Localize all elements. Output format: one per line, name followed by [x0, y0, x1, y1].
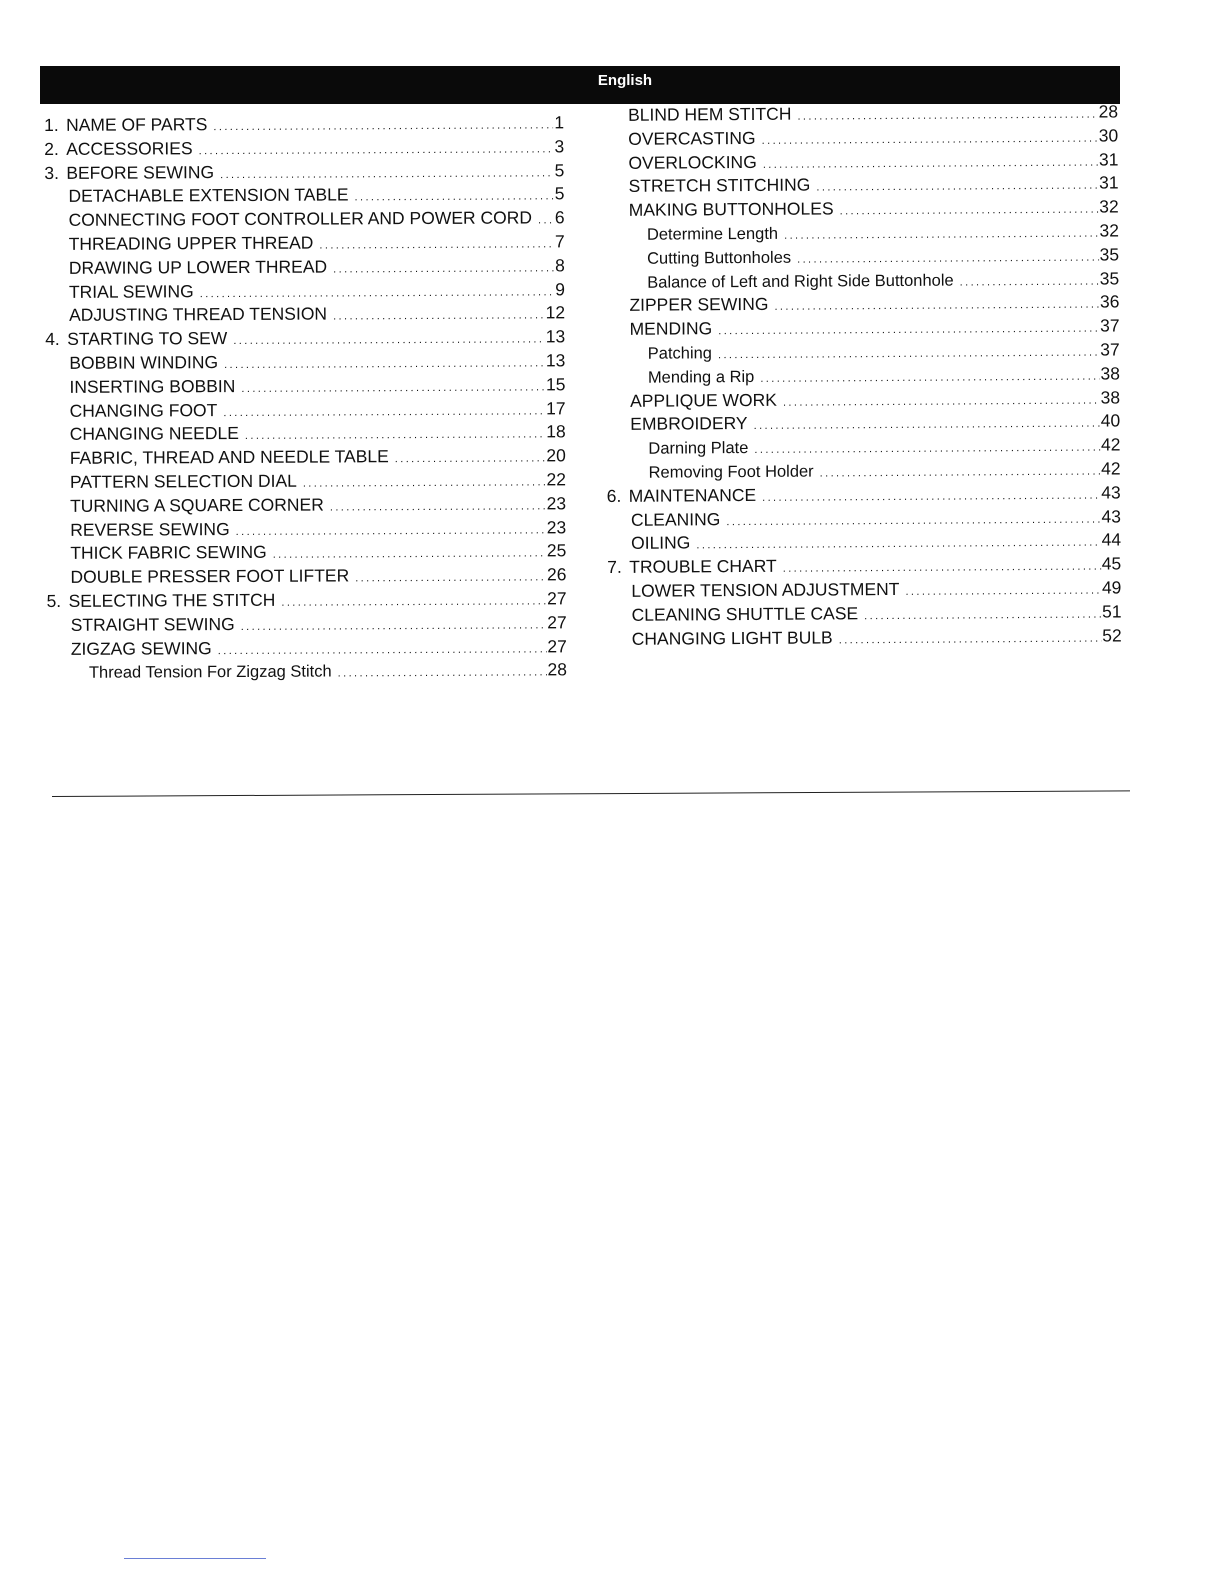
- toc-entry[interactable]: [45, 303, 565, 330]
- toc-entry-page: 15: [545, 374, 566, 395]
- dot-leader: [395, 453, 546, 466]
- toc-entry-title-text: STARTING TO SEW: [67, 328, 228, 350]
- toc-entry[interactable]: [47, 660, 567, 687]
- toc-entry-page: 42: [1101, 458, 1121, 479]
- toc-entry-title: [46, 494, 324, 516]
- toc-entry[interactable]: [605, 316, 1119, 343]
- dot-leader: [839, 632, 1102, 646]
- footer-link-line: [124, 1558, 266, 1559]
- dot-leader: [220, 167, 554, 181]
- dot-leader: [236, 524, 546, 538]
- toc-entry[interactable]: [607, 577, 1121, 604]
- toc-entry-title-text: Balance of Left and Right Side Buttonhole: [647, 271, 954, 292]
- toc-right-column: [604, 101, 1122, 652]
- toc-entry-page: 40: [1100, 410, 1121, 431]
- toc-entry[interactable]: [46, 564, 566, 591]
- toc-entry[interactable]: [44, 136, 564, 163]
- dot-leader: [200, 286, 555, 300]
- dot-leader: [762, 132, 1098, 146]
- toc-entry-page: 1: [554, 112, 565, 133]
- toc-entry-title-text: MENDING: [629, 318, 713, 339]
- toc-entry-page: 23: [546, 493, 567, 514]
- toc-entry-title: [606, 389, 777, 411]
- dot-leader: [245, 429, 545, 443]
- toc-entry[interactable]: [608, 625, 1122, 652]
- toc-entry-title-text: CHANGING LIGHT BULB: [631, 626, 833, 649]
- toc-entry-page: 32: [1099, 196, 1119, 217]
- toc-entry-number: 2.: [44, 138, 59, 159]
- toc-entry-title-text: CHANGING FOOT: [69, 399, 218, 421]
- toc-entry-title: [605, 248, 791, 268]
- toc-entry-title-text: DOUBLE PRESSER FOOT LIFTER: [70, 565, 350, 588]
- toc-entry-title-text: DRAWING UP LOWER THREAD: [68, 256, 328, 278]
- toc-entry-title-text: LOWER TENSION ADJUSTMENT: [631, 578, 900, 601]
- dot-leader: [303, 476, 546, 489]
- toc-entry-title-text: FABRIC, THREAD AND NEEDLE TABLE: [69, 446, 389, 469]
- dot-leader: [354, 191, 553, 204]
- toc-entry-title-text: PATTERN SELECTION DIAL: [69, 470, 297, 492]
- dot-leader: [223, 405, 545, 419]
- dot-leader: [538, 215, 554, 227]
- toc-entry[interactable]: [607, 506, 1121, 533]
- toc-entry-page: 6: [554, 207, 565, 228]
- toc-entry[interactable]: [44, 160, 564, 187]
- toc-entry-page: 27: [547, 588, 567, 609]
- toc-entry[interactable]: [46, 517, 566, 544]
- toc-entry-title: [45, 400, 217, 422]
- toc-entry-page: 52: [1102, 624, 1122, 646]
- toc-entry-title: [44, 162, 214, 184]
- toc-entry-title-text: STRAIGHT SEWING: [70, 613, 235, 635]
- header-title: English: [597, 72, 653, 89]
- toc-entry-number: 3.: [44, 162, 59, 183]
- toc-entry-page: 35: [1099, 267, 1120, 289]
- toc-entry-page: 32: [1099, 220, 1119, 241]
- toc-entry-title: [46, 590, 275, 612]
- dot-leader: [762, 489, 1100, 503]
- toc-entry-title: [45, 328, 227, 350]
- toc-entry-title-text: CLEANING SHUTTLE CASE: [631, 602, 859, 625]
- dot-leader: [338, 667, 547, 680]
- toc-entry-title-text: CHANGING NEEDLE: [69, 423, 239, 445]
- toc-entry[interactable]: [604, 149, 1118, 176]
- toc-entry-title-text: TRIAL SEWING: [68, 280, 194, 302]
- toc-entry-title-text: MAKING BUTTONHOLES: [628, 198, 834, 221]
- dot-leader: [333, 262, 554, 275]
- toc-entry-title-text: OVERLOCKING: [628, 151, 757, 173]
- toc-entry-title-text: BOBBIN WINDING: [69, 352, 219, 373]
- toc-entry-number: 4.: [45, 329, 60, 350]
- toc-entry[interactable]: [46, 445, 566, 472]
- dot-leader: [319, 238, 554, 251]
- dot-leader: [224, 357, 545, 371]
- toc-entry-title: [44, 138, 193, 160]
- dot-leader: [333, 310, 545, 323]
- toc-entry[interactable]: [45, 398, 565, 425]
- toc-entry-title: [47, 614, 235, 636]
- toc-entry[interactable]: [606, 363, 1120, 390]
- toc-entry[interactable]: [604, 173, 1118, 200]
- toc-entry-title-text: OVERCASTING: [628, 127, 756, 149]
- horizontal-rule: [52, 790, 1130, 797]
- toc-entry-title: [44, 114, 207, 136]
- toc-entry-number: 5.: [46, 590, 62, 611]
- toc-entry-title: [44, 185, 348, 208]
- dot-leader: [754, 418, 1100, 432]
- toc-entry[interactable]: [605, 197, 1119, 224]
- toc-entry-title: [608, 627, 833, 650]
- dot-leader: [754, 442, 1100, 456]
- toc-entry[interactable]: [606, 387, 1120, 414]
- toc-entry[interactable]: [45, 231, 565, 258]
- dot-leader: [241, 619, 547, 633]
- toc-entry-title: [46, 471, 297, 493]
- toc-entry-page: 44: [1101, 529, 1122, 550]
- toc-entry-page: 28: [547, 659, 567, 680]
- toc-entry-title: [605, 318, 712, 340]
- toc-entry[interactable]: [605, 268, 1119, 295]
- toc-entry-page: 27: [547, 612, 567, 633]
- toc-entry-page: 31: [1098, 149, 1119, 170]
- toc-entry-page: 35: [1099, 244, 1120, 265]
- toc-entry-title-text: Removing Foot Holder: [648, 462, 814, 482]
- dot-leader: [218, 643, 547, 657]
- dot-leader: [774, 299, 1099, 313]
- toc-entry-title: [606, 344, 712, 364]
- toc-entry[interactable]: [605, 292, 1119, 319]
- toc-entry[interactable]: [45, 350, 565, 377]
- dot-leader: [281, 595, 546, 608]
- toc-entry-title-text: ZIGZAG SEWING: [70, 637, 212, 659]
- header-bar: [40, 66, 1120, 104]
- toc-entry-page: 23: [546, 516, 567, 537]
- toc-entry-title-text: NAME OF PARTS: [65, 114, 208, 135]
- toc-entry-title-text: Determine Length: [646, 224, 779, 244]
- toc-entry-page: 49: [1101, 577, 1122, 598]
- toc-entry[interactable]: [46, 469, 566, 496]
- toc-left-column: [44, 112, 567, 686]
- toc-entry-page: 37: [1100, 339, 1120, 360]
- toc-entry-page: 28: [1098, 101, 1119, 122]
- toc-entry-page: 22: [546, 469, 566, 490]
- toc-entry-title: [605, 225, 778, 245]
- toc-entry-page: 18: [546, 421, 566, 442]
- toc-entry[interactable]: [605, 220, 1119, 247]
- toc-entry[interactable]: [604, 125, 1118, 152]
- toc-entry-title: [46, 566, 349, 589]
- toc-entry[interactable]: [47, 612, 567, 639]
- dot-leader: [905, 584, 1101, 597]
- toc-entry-page: 37: [1100, 315, 1120, 336]
- dot-leader: [763, 156, 1098, 170]
- toc-entry-title: [45, 304, 327, 326]
- toc-entry[interactable]: [46, 541, 566, 568]
- toc-entry-title-text: SELECTING THE STITCH: [68, 589, 276, 611]
- toc-entry-page: 5: [554, 183, 565, 204]
- toc-entry-title: [607, 533, 690, 555]
- toc-entry-page: 25: [546, 540, 567, 561]
- toc-entry-title-text: THREADING UPPER THREAD: [68, 232, 314, 254]
- toc-entry-page: 9: [555, 278, 565, 299]
- toc-entry-number: 7.: [607, 557, 622, 578]
- toc-entry-title-text: TROUBLE CHART: [629, 555, 777, 577]
- toc-entry-page: 27: [547, 635, 567, 656]
- toc-entry[interactable]: [606, 411, 1120, 438]
- toc-entry-title: [604, 175, 810, 197]
- toc-entry-title: [46, 446, 389, 469]
- toc-entry-page: 36: [1099, 291, 1120, 312]
- toc-entry-title: [45, 281, 194, 303]
- toc-entry-title-text: STRETCH STITCHING: [628, 174, 811, 197]
- toc-entry-title: [607, 579, 899, 602]
- dot-leader: [816, 180, 1098, 194]
- toc-entry-title-text: ACCESSORIES: [66, 138, 193, 159]
- toc-entry-title-text: INSERTING BOBBIN: [69, 375, 236, 397]
- toc-entry-title-text: Patching: [647, 344, 713, 363]
- toc-entry-page: 12: [545, 302, 566, 323]
- toc-entry[interactable]: [45, 255, 565, 282]
- dot-leader: [718, 347, 1099, 362]
- toc-entry-title: [607, 556, 777, 578]
- toc-entry-title: [45, 256, 327, 278]
- toc-entry-page: 13: [545, 326, 566, 347]
- toc-entry-number: 6.: [606, 485, 622, 506]
- toc-entry-page: 51: [1102, 601, 1122, 622]
- toc-entry[interactable]: [47, 636, 567, 663]
- toc-entry-title: [606, 439, 748, 459]
- toc-entry-page: 42: [1100, 434, 1121, 455]
- toc-entry-title-text: EMBROIDERY: [630, 413, 748, 435]
- toc-entry-page: 26: [546, 564, 567, 585]
- dot-leader: [199, 143, 554, 157]
- toc-entry-title: [604, 152, 757, 174]
- toc-entry-title: [604, 128, 756, 150]
- toc-entry-title-text: CLEANING: [630, 508, 721, 530]
- toc-entry[interactable]: [607, 482, 1121, 509]
- toc-entry-title-text: TURNING A SQUARE CORNER: [69, 494, 324, 516]
- toc-entry[interactable]: [44, 112, 564, 139]
- toc-entry-title-text: APPLIQUE WORK: [629, 389, 777, 411]
- dot-leader: [355, 572, 546, 585]
- toc-entry-page: 3: [554, 136, 565, 157]
- toc-entry-title: [46, 519, 230, 541]
- toc-entry-title-text: Thread Tension For Zigzag Stitch: [88, 662, 332, 683]
- dot-leader: [233, 334, 544, 348]
- dot-leader: [330, 500, 546, 513]
- dot-leader: [960, 275, 1099, 288]
- toc-entry-title: [607, 485, 757, 507]
- toc-entry-title: [607, 509, 721, 531]
- dot-leader: [783, 561, 1101, 575]
- toc-entry-title-text: MAINTENANCE: [628, 484, 757, 506]
- toc-entry[interactable]: [45, 279, 565, 306]
- toc-entry[interactable]: [606, 435, 1120, 462]
- dot-leader: [273, 548, 546, 561]
- toc-entry[interactable]: [607, 554, 1121, 581]
- toc-entry-title: [46, 423, 239, 445]
- toc-entry[interactable]: [604, 101, 1118, 128]
- toc-entry-page: 38: [1100, 386, 1121, 408]
- toc-entry[interactable]: [46, 588, 566, 615]
- toc-entry[interactable]: [606, 339, 1120, 366]
- toc-entry-title: [45, 352, 218, 374]
- toc-entry[interactable]: [605, 244, 1119, 271]
- dot-leader: [864, 608, 1101, 622]
- toc-entry[interactable]: [44, 207, 564, 234]
- toc-entry-number: 1.: [44, 114, 59, 135]
- toc-entry[interactable]: [607, 601, 1121, 628]
- dot-leader: [797, 109, 1097, 123]
- dot-leader: [797, 251, 1099, 265]
- dot-leader: [820, 465, 1101, 479]
- toc-entry-title: [607, 603, 858, 626]
- toc-entry[interactable]: [45, 374, 565, 401]
- toc-entry-title-text: THICK FABRIC SEWING: [70, 542, 267, 564]
- toc-entry-page: 38: [1100, 363, 1120, 384]
- toc-entry-title-text: OILING: [630, 532, 691, 554]
- dot-leader: [783, 394, 1100, 408]
- toc-entry-title: [45, 233, 314, 255]
- toc-entry[interactable]: [46, 422, 566, 449]
- toc-entry-page: 43: [1101, 482, 1121, 503]
- dot-leader: [213, 119, 553, 133]
- toc-entry-title-text: ADJUSTING THREAD TENSION: [68, 303, 328, 326]
- toc-entry-title-text: BEFORE SEWING: [66, 161, 215, 183]
- toc-entry[interactable]: [45, 326, 565, 353]
- dot-leader: [696, 537, 1100, 552]
- toc-entry-title-text: Cutting Buttonholes: [647, 248, 792, 268]
- toc-entry-title-text: CONNECTING FOOT CONTROLLER AND POWER CORD: [68, 207, 533, 231]
- toc-entry-title-text: BLIND HEM STITCH: [627, 103, 792, 125]
- toc-entry-title: [605, 199, 834, 222]
- dot-leader: [241, 381, 545, 395]
- dot-leader: [784, 228, 1098, 242]
- toc-entry-title: [605, 294, 768, 316]
- toc-entry[interactable]: [606, 458, 1120, 485]
- toc-entry[interactable]: [46, 493, 566, 520]
- toc-entry-page: 7: [554, 231, 565, 252]
- toc-entry[interactable]: [607, 530, 1121, 557]
- toc-entry-title: [606, 413, 747, 435]
- toc-entry-title: [45, 376, 235, 398]
- toc-entry-page: 13: [545, 350, 566, 371]
- toc-entry-title: [604, 104, 792, 126]
- toc-entry-page: 30: [1098, 125, 1119, 146]
- toc-entry-page: 17: [546, 397, 566, 418]
- toc-entry-title: [44, 208, 532, 232]
- toc-entry-title: [46, 542, 267, 564]
- toc-entry-page: 31: [1099, 172, 1119, 193]
- dot-leader: [726, 513, 1100, 528]
- toc-entry-page: 20: [546, 445, 566, 466]
- dot-leader: [718, 323, 1099, 338]
- toc-entry-title-text: DETACHABLE EXTENSION TABLE: [68, 184, 349, 207]
- toc-entry-title: [47, 638, 212, 660]
- toc-entry-page: 45: [1101, 553, 1122, 574]
- dot-leader: [760, 370, 1099, 384]
- toc-entry-title: [607, 462, 814, 482]
- toc-entry-title: [606, 368, 755, 388]
- dot-leader: [840, 204, 1099, 218]
- toc-entry-title: [47, 663, 332, 683]
- toc-entry-title-text: REVERSE SEWING: [70, 518, 230, 540]
- toc-entry-page: 8: [555, 255, 565, 276]
- toc-entry-page: 43: [1101, 505, 1121, 527]
- toc-entry-title-text: Darning Plate: [648, 439, 749, 458]
- toc-entry[interactable]: [44, 184, 564, 211]
- toc-entry-title: [605, 271, 954, 292]
- toc-entry-title-text: Mending a Rip: [647, 367, 755, 387]
- toc-entry-page: 5: [554, 159, 565, 180]
- toc-entry-title-text: ZIPPER SEWING: [629, 294, 769, 316]
